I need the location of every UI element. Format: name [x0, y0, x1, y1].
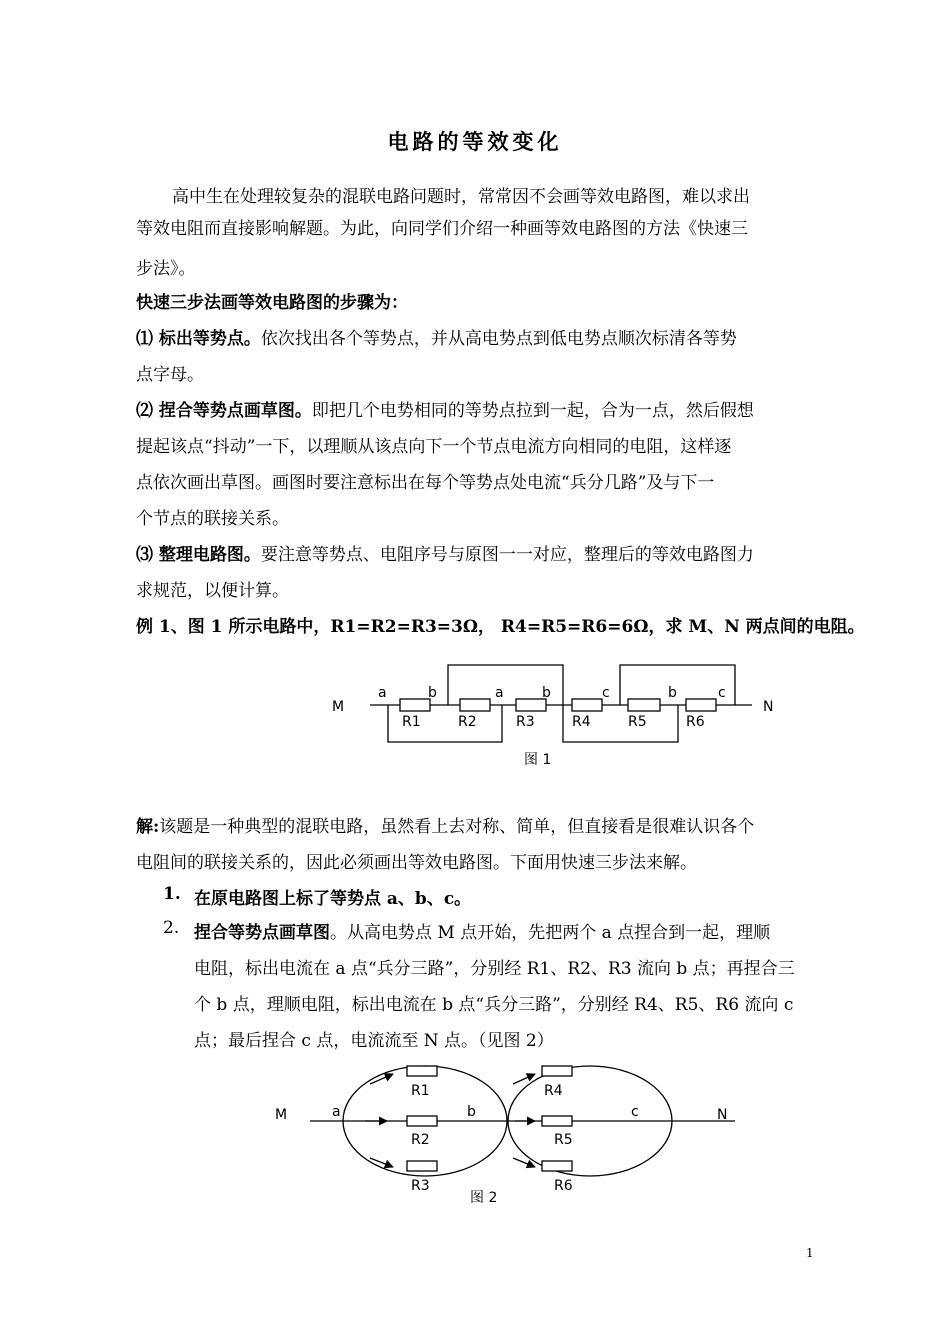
fig1-resistor-label: R4: [572, 714, 591, 730]
fig2-terminal-m: M: [275, 1107, 288, 1123]
fig2-terminal-n: N: [717, 1107, 728, 1123]
fig1-resistor-label: R1: [402, 714, 421, 730]
list-item-2-lead: 捏合等势点画草图: [194, 923, 330, 943]
step-1-text: 依次找出各个等势点，并从高电势点到低电势点顺次标清各等势: [260, 329, 737, 349]
step-1-lead: ⑴ 标出等势点。: [136, 329, 261, 349]
step-2-line-1: [136, 396, 754, 421]
list-item-1: 在原电路图上标了等势点 a、b、c。: [194, 889, 472, 909]
figure-2-circuit: [265, 1056, 765, 1216]
intro-line-3: 步法》。: [136, 259, 196, 279]
list-item-2-line-4: 点；最后捏合 c 点，电流流至 N 点。（见图 2）: [194, 1031, 554, 1051]
list-item-2-line-1: [194, 918, 770, 943]
page-number: 1: [806, 1246, 814, 1260]
fig2-node-c: c: [631, 1104, 639, 1120]
fig1-terminal-m: M: [332, 699, 345, 715]
fig1-resistor-label: R2: [458, 714, 477, 730]
step-2-line-2: 提起该点“抖动”一下，以理顺从该点向下一个节点电流方向相同的电阻，这样逐: [136, 437, 732, 457]
step-3-line-2: 求规范，以便计算。: [136, 581, 289, 601]
example-1: 例 1、图 1 所示电路中，R1=R2=R3=3Ω， R4=R5=R6=6Ω，求 M、N 两点间的电阻。: [136, 617, 865, 637]
solution-lead: 解:: [136, 817, 160, 837]
list-item-1-number: 1.: [163, 884, 181, 904]
fig2-resistor-label: R2: [411, 1132, 430, 1148]
step-2-line-4: 个节点的联接关系。: [136, 509, 289, 529]
step-3-text: 要注意等势点、电阻序号与原图一一对应，整理后的等效电路图力: [260, 545, 754, 565]
fig1-node-label: b: [668, 685, 677, 701]
fig2-node-a: a: [332, 1104, 341, 1120]
step-1-line-1: [136, 324, 737, 349]
step-1-line-2: 点字母。: [136, 365, 204, 385]
step-3-lead: ⑶ 整理电路图。: [136, 545, 261, 565]
fig1-node-label: c: [602, 685, 610, 701]
solution-line-2: 电阻间的联接关系的，因此必须画出等效电路图。下面用快速三步法来解。: [136, 853, 697, 873]
steps-heading: 快速三步法画等效电路图的步骤为：: [136, 293, 408, 313]
fig2-resistor-label: R5: [554, 1132, 573, 1148]
fig1-node-label: c: [718, 685, 726, 701]
figure-1-caption: 图 1: [524, 752, 552, 768]
fig1-resistor-label: R5: [628, 714, 647, 730]
step-3-line-1: [136, 540, 754, 565]
intro-line-1: 高中生在处理较复杂的混联电路问题时，常常因不会画等效电路图，难以求出: [172, 187, 750, 207]
step-2-lead: ⑵ 捏合等势点画草图。: [136, 401, 312, 421]
figure-2-caption: 图 2: [470, 1190, 498, 1206]
fig1-resistor-label: R3: [516, 714, 535, 730]
fig2-resistor-label: R1: [411, 1083, 430, 1099]
list-item-2-line-3: 个 b 点，理顺电阻，标出电流在 b 点“兵分三路”，分别经 R4、R5、R6 流向 c: [194, 995, 794, 1015]
fig1-node-label: a: [378, 685, 387, 701]
fig1-node-label: b: [428, 685, 437, 701]
solution-line-1: [136, 812, 754, 837]
list-item-2-text: 。从高电势点 M 点开始，先把两个 a 点捏合到一起，理顺: [330, 923, 771, 943]
fig2-resistor-label: R4: [544, 1083, 563, 1099]
page-title: 电路的等效变化: [387, 129, 563, 154]
fig1-node-label: a: [495, 685, 504, 701]
fig2-resistor-label: R6: [554, 1178, 573, 1194]
fig1-node-label: b: [542, 685, 551, 701]
solution-text: 该题是一种典型的混联电路，虽然看上去对称、简单，但直接看是很难认识各个: [159, 817, 755, 837]
intro-line-2: 等效电阻而直接影响解题。为此，向同学们介绍一种画等效电路图的方法《快速三: [136, 219, 748, 239]
fig1-resistor-label: R6: [686, 714, 705, 730]
list-item-2-number: 2.: [163, 918, 180, 938]
figure-1-circuit: [320, 650, 790, 775]
step-2-line-3: 点依次画出草图。画图时要注意标出在每个等势点处电流“兵分几路”及与下一: [136, 473, 715, 493]
step-2-text: 即把几个电势相同的等势点拉到一起，合为一点，然后假想: [311, 401, 754, 421]
fig2-resistor-label: R3: [411, 1178, 430, 1194]
fig1-terminal-n: N: [763, 699, 774, 715]
fig2-node-b: b: [467, 1104, 476, 1120]
list-item-2-line-2: 电阻，标出电流在 a 点“兵分三路”，分别经 R1、R2、R3 流向 b 点；再捏合三: [194, 959, 795, 979]
